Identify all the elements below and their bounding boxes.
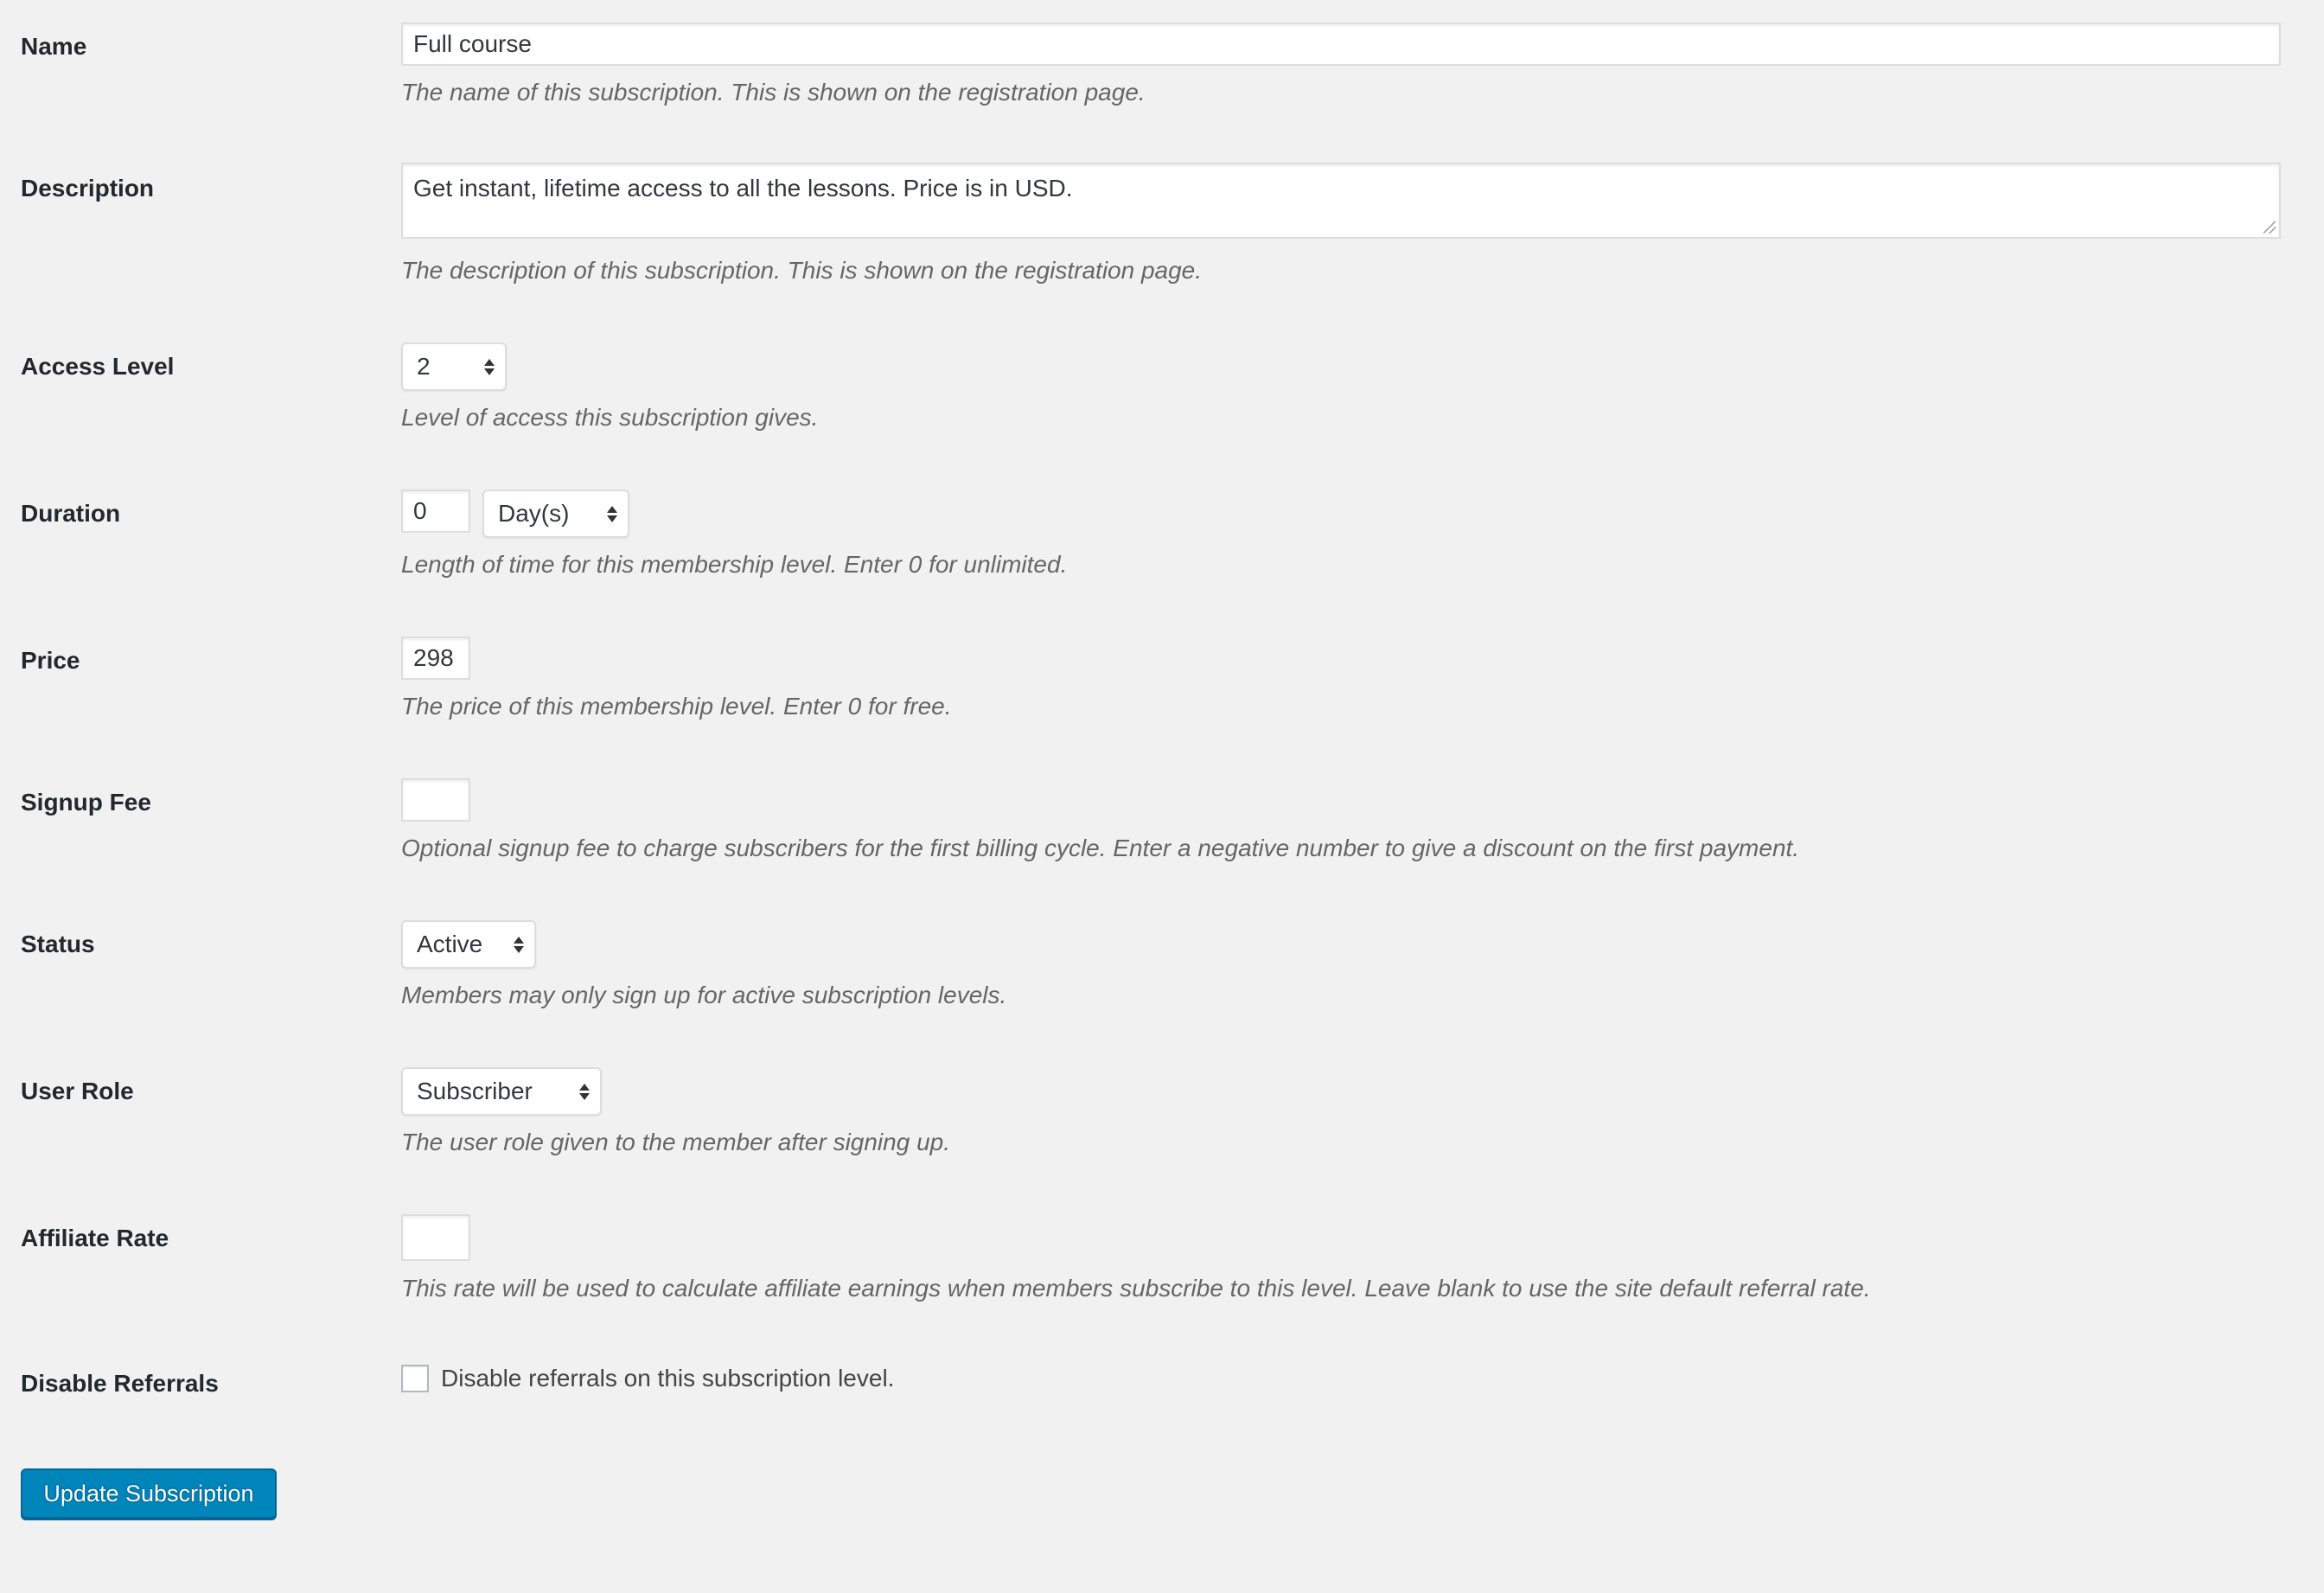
- signup-fee-description: Optional signup fee to charge subscribers for the first billing cycle. Enter a negative number to give a discount on the first payment.: [401, 835, 1800, 861]
- status-value: Active: [417, 931, 483, 957]
- duration-unit-value: Day(s): [498, 500, 570, 527]
- signup-fee-input[interactable]: [401, 778, 470, 822]
- affiliate-rate-description: This rate will be used to calculate affiliate earnings when members subscribe to this level. Leave blank to use the site default referral rate.: [401, 1275, 1871, 1302]
- duration-unit-select[interactable]: [482, 489, 629, 538]
- price-label: Price: [21, 647, 80, 674]
- price-description: The price of this membership level. Enter 0 for free.: [401, 693, 952, 720]
- select-arrows-icon: [605, 491, 619, 536]
- user-role-description: The user role given to the member after signing up.: [401, 1129, 951, 1155]
- duration-input[interactable]: [401, 489, 470, 533]
- resize-grip-icon[interactable]: [2263, 221, 2276, 234]
- user-role-select[interactable]: [401, 1067, 602, 1116]
- user-role-value: Subscriber: [417, 1078, 533, 1104]
- user-role-label: User Role: [21, 1078, 134, 1104]
- status-select[interactable]: [401, 920, 536, 969]
- description-textarea[interactable]: [401, 163, 2281, 239]
- access-level-select[interactable]: [401, 342, 507, 391]
- access-level-label: Access Level: [21, 353, 175, 380]
- select-arrows-icon: [482, 344, 496, 389]
- disable-referrals-label: Disable Referrals: [21, 1370, 219, 1397]
- select-arrows-icon: [578, 1069, 591, 1114]
- duration-label: Duration: [21, 500, 121, 527]
- select-arrows-icon: [512, 922, 526, 967]
- description-description: The description of this subscription. This is shown on the registration page.: [401, 257, 1203, 284]
- name-description: The name of this subscription. This is shown on the registration page.: [401, 79, 1146, 106]
- name-label: Name: [21, 33, 87, 60]
- description-textarea-value: Get instant, lifetime access to all the lessons. Price is in USD.: [413, 175, 1073, 202]
- affiliate-rate-label: Affiliate Rate: [21, 1225, 169, 1251]
- signup-fee-label: Signup Fee: [21, 789, 151, 816]
- disable-referrals-checkbox-label[interactable]: Disable referrals on this subscription level.: [441, 1365, 895, 1391]
- update-subscription-button[interactable]: Update Subscription: [21, 1468, 277, 1519]
- disable-referrals-checkbox[interactable]: [401, 1365, 429, 1392]
- status-label: Status: [21, 931, 95, 957]
- access-level-value: 2: [417, 353, 431, 380]
- price-input[interactable]: [401, 637, 470, 680]
- duration-description: Length of time for this membership level. Enter 0 for unlimited.: [401, 551, 1068, 578]
- affiliate-rate-input[interactable]: [401, 1214, 470, 1261]
- access-level-description: Level of access this subscription gives.: [401, 404, 819, 431]
- disable-referrals-control[interactable]: [401, 1365, 894, 1392]
- status-description: Members may only sign up for active subscription levels.: [401, 982, 1007, 1008]
- description-label: Description: [21, 175, 155, 202]
